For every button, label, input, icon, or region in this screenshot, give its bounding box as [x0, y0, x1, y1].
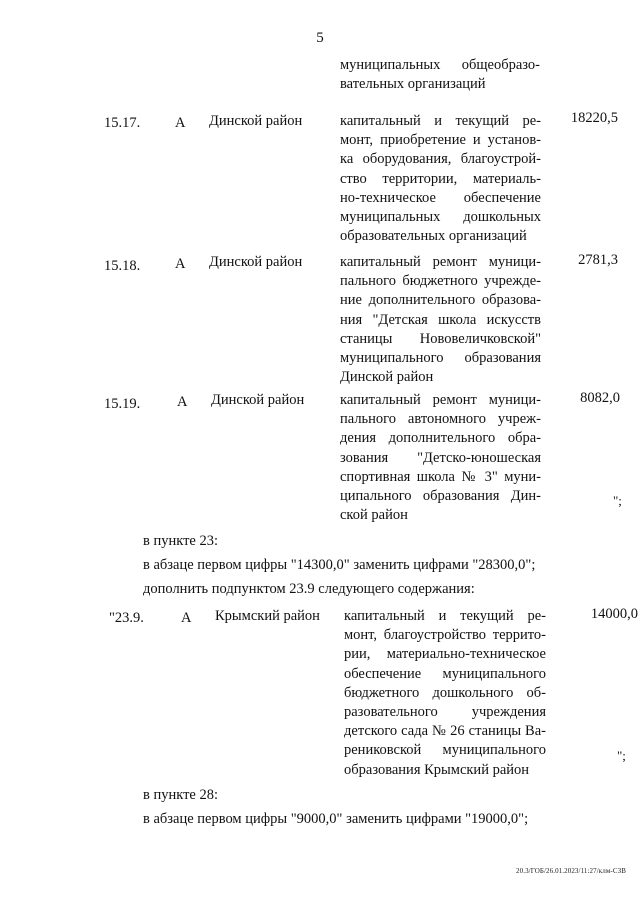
description-line: ство территории, материаль-: [340, 170, 541, 187]
row-area: Крымский район: [215, 608, 320, 624]
description-line: детского сада № 26 станицы Ва-: [344, 723, 546, 740]
row-description: [344, 607, 546, 780]
description-line: капитальный и текущий ре-: [344, 608, 546, 624]
description-line: образования Крымский район: [344, 761, 530, 778]
description-line: монт, приобретение и установ-: [340, 132, 541, 149]
paragraph-amend-23: в абзаце первом цифры "14300,0" заменить цифрами "28300,0";: [143, 557, 536, 573]
description-line: обеспечение муниципального: [344, 665, 546, 682]
closing-quote: ";: [617, 748, 626, 763]
row-area: Динской район: [211, 392, 305, 408]
description-line: ка оборудования, благоустрой-: [340, 151, 541, 168]
description-line: капитальный ремонт муници-: [340, 392, 541, 408]
description-line: муниципального образования: [340, 349, 541, 366]
description-line: станицы Нововеличковской": [340, 330, 541, 347]
row-amount: 14000,0: [590, 606, 638, 622]
row-category: А: [175, 115, 186, 131]
description-line: пального автономного учреж-: [340, 411, 541, 428]
description-line: капитальный и текущий ре-: [340, 113, 541, 129]
description-line: рии, материально-техническое: [344, 646, 546, 663]
description-line: монт, благоустройство террито-: [344, 627, 546, 644]
row-category: А: [177, 394, 188, 410]
continuation-line: вательных организаций: [340, 76, 486, 93]
row-number: "23.9.: [109, 610, 144, 626]
footer-code: 20.3/ГОБ/26.01.2023/11:27/клм-СЗВ: [516, 867, 626, 875]
row-amount: 8082,0: [580, 390, 620, 406]
row-description: [340, 112, 541, 246]
description-line: дения дополнительного обра-: [340, 430, 541, 447]
description-line: Динской район: [340, 369, 434, 386]
row-amount: 2781,3: [578, 252, 618, 268]
row-number: 15.19.: [104, 396, 141, 412]
description-line: но-техническое обеспечение: [340, 189, 541, 206]
continuation-text: [340, 56, 540, 94]
row-number: 15.17.: [104, 115, 141, 131]
description-line: ние дополнительного образова-: [340, 292, 541, 309]
description-line: капитальный ремонт муници-: [340, 254, 541, 270]
description-line: рениковской муниципального: [344, 742, 546, 759]
row-description: [340, 391, 541, 525]
row-area: Динской район: [209, 113, 303, 129]
description-line: зования "Детско-юношеская: [340, 449, 541, 466]
description-line: ния "Детская школа искусств: [340, 311, 541, 328]
paragraph-amend-28: в абзаце первом цифры "9000,0" заменить цифрами "19000,0";: [143, 811, 529, 827]
row-amount: 18220,5: [570, 110, 618, 126]
continuation-line: муниципальных общеобразо-: [340, 57, 540, 73]
paragraph-item-23: в пункте 23:: [143, 533, 219, 549]
description-line: спортивная школа № 3" муни-: [340, 468, 541, 485]
description-line: образовательных организаций: [340, 228, 527, 245]
row-category: А: [175, 256, 186, 272]
description-line: пального бюджетного учрежде-: [340, 273, 541, 290]
closing-quote: ";: [613, 493, 622, 508]
row-area: Динской район: [209, 254, 303, 270]
page-number: 5: [316, 30, 324, 46]
row-description: [340, 253, 541, 387]
row-category: А: [181, 610, 192, 626]
description-line: ципального образования Дин-: [340, 487, 541, 504]
paragraph-item-28: в пункте 28:: [143, 787, 219, 803]
description-line: бюджетного дошкольного об-: [344, 684, 546, 701]
paragraph-add-23-9: дополнить подпунктом 23.9 следующего содержания:: [143, 581, 475, 597]
description-line: муниципальных дошкольных: [340, 208, 541, 225]
description-line: ской район: [340, 507, 408, 524]
description-line: разовательного учреждения: [344, 703, 546, 720]
row-number: 15.18.: [104, 258, 141, 274]
